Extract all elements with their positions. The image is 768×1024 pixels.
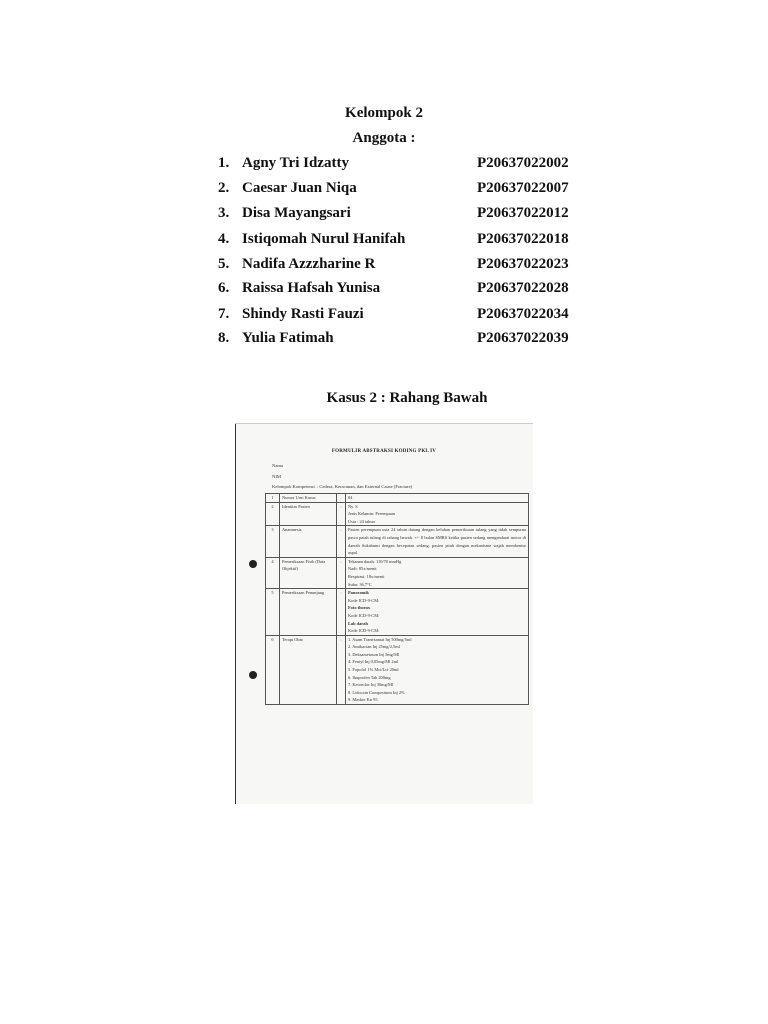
drug-item: 8. Lidocain Compositum Inj 2% <box>348 689 405 695</box>
row-label: Terapi Obat <box>280 635 337 704</box>
patient-sex: Jenis Kelamin: Perempuan <box>348 511 396 517</box>
row-label: Pemeriksaan Penunjang <box>280 589 337 636</box>
member-row <box>218 256 578 278</box>
drug-item: 4. Fentyl Inj 0,05mg/Ml 2ml <box>348 659 399 665</box>
member-nim: P20637022007 <box>477 180 569 196</box>
scan-edge <box>235 423 533 424</box>
form-row <box>266 526 529 557</box>
form-kompetensi-value: : Cedera, Keracunan, dan External Cause (Fracture) <box>317 484 413 489</box>
pulse: Nadi: 85x/menit <box>348 566 377 572</box>
colon: : <box>337 502 346 526</box>
exam-heading: Lab darah <box>348 620 368 626</box>
member-row <box>218 280 578 302</box>
row-label: Anamnesis <box>280 526 337 557</box>
member-name: Raissa Hafsah Yunisa <box>242 280 381 296</box>
drug-item: 5. Fopofol 1% Mct/Lct 20ml <box>348 667 399 673</box>
form-nama-label: Nama <box>272 463 283 468</box>
member-number: 4. <box>218 231 230 247</box>
row-number: 3 <box>266 526 280 557</box>
group-title: Kelompok 2 <box>345 105 423 121</box>
drug-item: 1. Asam Tranexamat Inj 500mg/5ml <box>348 636 412 642</box>
member-name: Caesar Juan Niqa <box>242 180 357 196</box>
member-name: Agny Tri Idzatty <box>242 155 349 171</box>
patient-age: Usia : 24 tahun <box>348 518 375 524</box>
colon: : <box>337 635 346 704</box>
drug-item: 6. Ibuprofen Tab 200mg <box>348 674 391 680</box>
drug-item: 7. Ketorolac Inj 30mg/Ml <box>348 682 394 688</box>
row-number: 4 <box>266 557 280 588</box>
row-value: 04 <box>346 494 529 503</box>
punch-hole-icon <box>249 671 257 679</box>
row-number: 2 <box>266 502 280 526</box>
icd-code: Kode ICD-9-CM: <box>348 628 380 634</box>
member-number: 3. <box>218 205 230 221</box>
form-row <box>266 635 529 704</box>
member-row <box>218 205 578 227</box>
form-table <box>265 493 529 705</box>
member-name: Disa Mayangsari <box>242 205 351 221</box>
member-row <box>218 231 578 253</box>
row-label: Nomor Urut Kasus <box>280 494 337 503</box>
form-row <box>266 557 529 588</box>
row-number: 5 <box>266 589 280 636</box>
member-number: 5. <box>218 256 230 272</box>
member-name: Nadifa Azzzharine R <box>242 256 376 272</box>
member-nim: P20637022028 <box>477 280 569 296</box>
row-label: Pemeriksaan Fisik (Data Objektif) <box>280 557 337 588</box>
member-row <box>218 330 578 352</box>
row-number: 1 <box>266 494 280 503</box>
row-number: 6 <box>266 635 280 704</box>
member-nim: P20637022039 <box>477 330 569 346</box>
patient-name: Ny. S <box>348 503 358 509</box>
form-nim-label: NIM <box>272 474 281 479</box>
member-number: 2. <box>218 180 230 196</box>
member-nim: P20637022002 <box>477 155 569 171</box>
drug-item: 2. Amikacian Inj 25mg/2,5ml <box>348 644 400 650</box>
scan-edge <box>235 423 236 804</box>
icd-code: Kode ICD-9-CM: <box>348 612 380 618</box>
member-row <box>218 155 578 177</box>
colon: : <box>337 526 346 557</box>
members-heading: Anggota : <box>352 130 416 146</box>
form-kompetensi-row <box>272 484 413 489</box>
colon: : <box>337 557 346 588</box>
form-title: FORMULIR ABSTRAKSI KODING PKL IV <box>331 449 437 454</box>
drug-item: 9. Masker Kn 95 <box>348 697 378 703</box>
blood-pressure: Tekanan darah: 110/70 mmHg <box>348 558 402 564</box>
member-name: Istiqomah Nurul Hanifah <box>242 231 406 247</box>
member-nim: P20637022012 <box>477 205 569 221</box>
row-label: Identitas Pasien <box>280 502 337 526</box>
icd-code: Kode ICD-9-CM: <box>348 597 380 603</box>
member-nim: P20637022023 <box>477 256 569 272</box>
anamnesis-text: Pasien perempuan usia 24 tahun datang dengan keluhan pemeriksaan tulang yang tidak sempurna pasca patah tulang di rahang bawah. +/- 8 bulan SMRS ketika pasien sedang mengendarai motor di daerah Sukabumi dengan kecepatan sedang, pasien jatuh dengan mekanisme wajah membentur aspal. <box>346 526 529 557</box>
row-value <box>346 635 529 704</box>
form-kompetensi-label: Kelompok Kompetensi <box>272 484 315 489</box>
form-row <box>266 502 529 526</box>
row-value <box>346 589 529 636</box>
scanned-form-image <box>235 423 533 804</box>
member-number: 8. <box>218 330 230 346</box>
member-name: Yulia Fatimah <box>242 330 334 346</box>
member-nim: P20637022034 <box>477 306 569 322</box>
member-number: 7. <box>218 306 230 322</box>
form-row <box>266 494 529 503</box>
form-row <box>266 589 529 636</box>
member-number: 6. <box>218 280 230 296</box>
exam-heading: Panoramik <box>348 590 369 596</box>
punch-hole-icon <box>249 560 257 568</box>
member-name: Shindy Rasti Fauzi <box>242 306 364 322</box>
member-number: 1. <box>218 155 230 171</box>
respiration: Respirasi: 18x/menit <box>348 573 385 579</box>
temperature: Suhu: 36,7°C <box>348 581 372 587</box>
case-title: Kasus 2 : Rahang Bawah <box>326 390 488 406</box>
member-row <box>218 306 578 328</box>
row-value <box>346 557 529 588</box>
colon: : <box>337 494 346 503</box>
exam-heading: Foto thorax <box>348 605 371 611</box>
member-nim: P20637022018 <box>477 231 569 247</box>
drug-item: 3. Deksametason Inj 5mg/Ml <box>348 651 400 657</box>
row-value <box>346 502 529 526</box>
member-row <box>218 180 578 202</box>
colon: : <box>337 589 346 636</box>
